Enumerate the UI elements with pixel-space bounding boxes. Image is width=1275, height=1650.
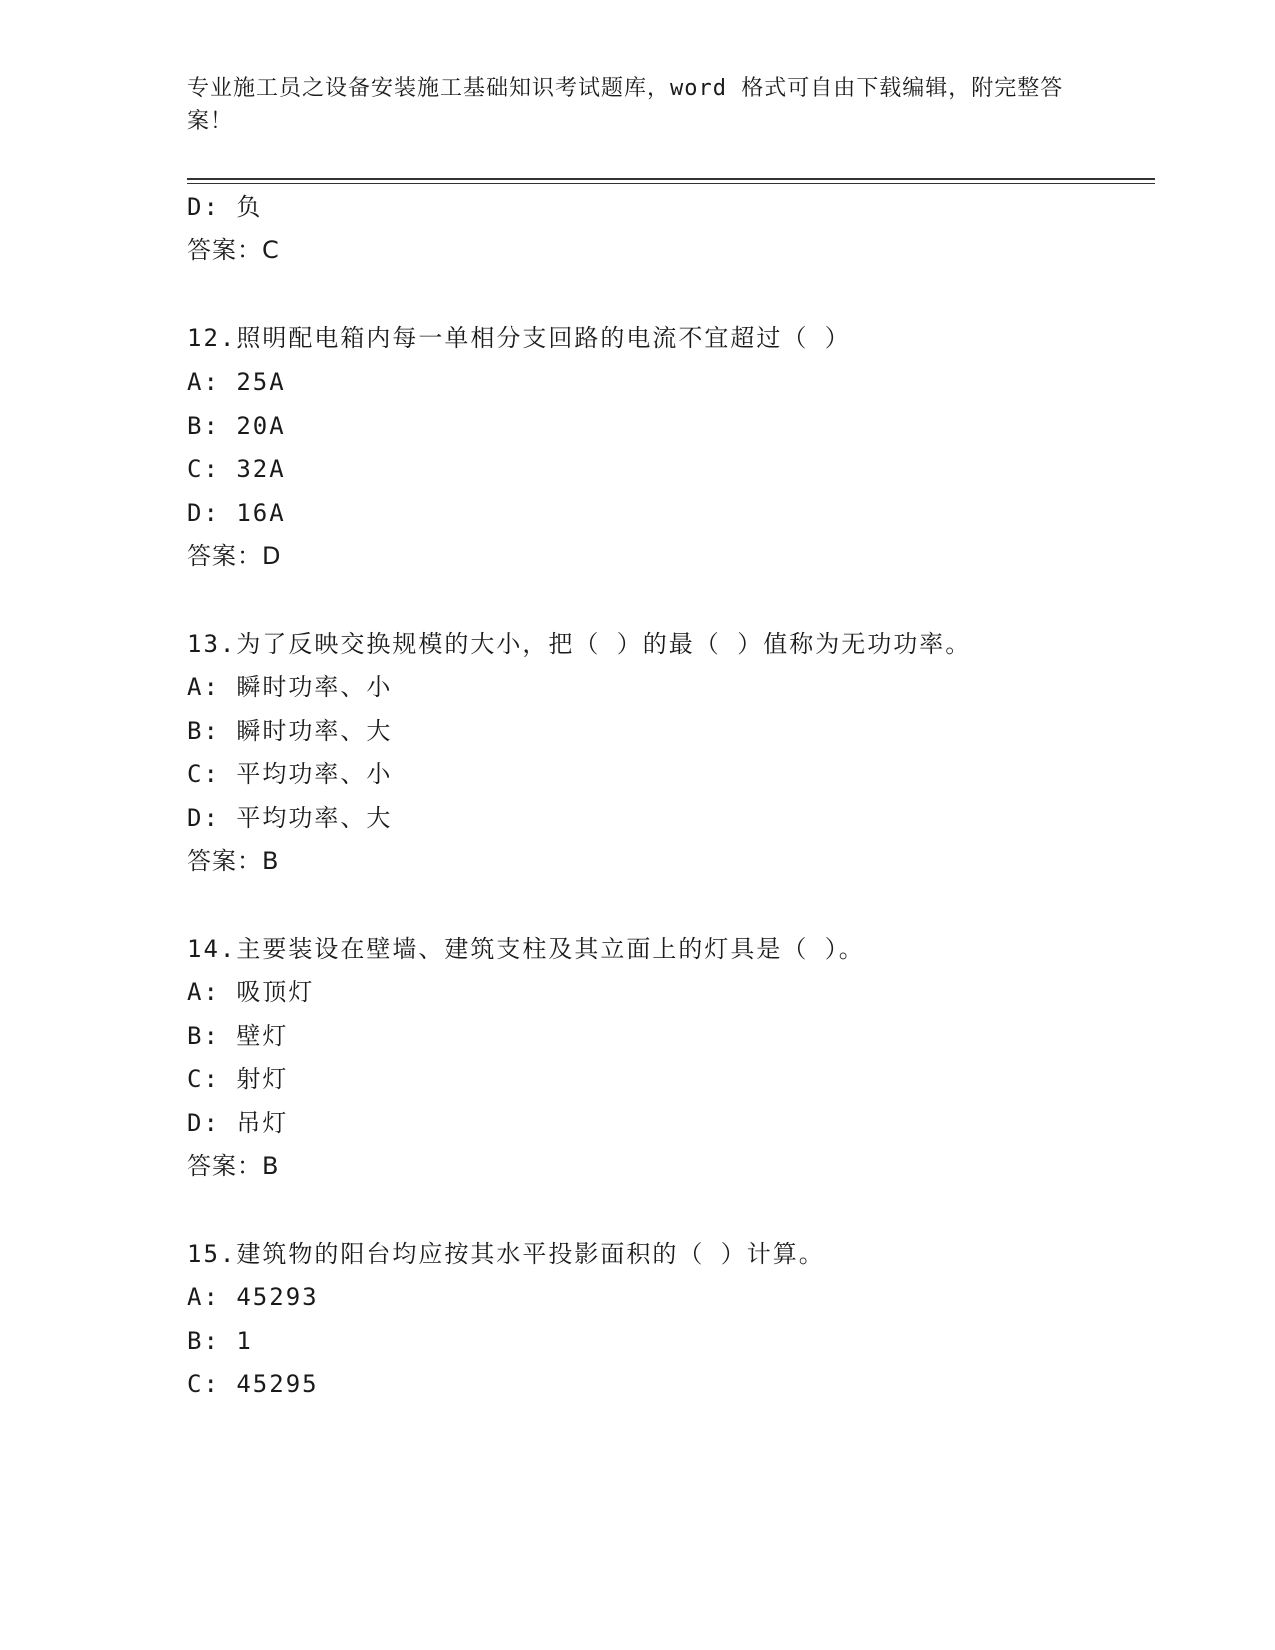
question-15-stem: 15.建筑物的阳台均应按其水平投影面积的（ ）计算。 xyxy=(187,1240,825,1268)
question-14-stem: 14.主要装设在壁墙、建筑支柱及其立面上的灯具是（ ）。 xyxy=(187,935,865,963)
question-15-option-c: C: 45295 xyxy=(187,1370,319,1398)
question-14-answer: 答案：B xyxy=(187,1152,280,1180)
question-12-option-b: B: 20A xyxy=(187,412,286,440)
question-12-option-a: A: 25A xyxy=(187,368,286,396)
question-14-option-d: D: 吊灯 xyxy=(187,1109,289,1137)
header-divider-thin xyxy=(187,183,1155,184)
question-14-option-a: A: 吸顶灯 xyxy=(187,978,315,1006)
question-12-stem: 12.照明配电箱内每一单相分支回路的电流不宜超过（ ） xyxy=(187,324,851,352)
question-13-stem: 13.为了反映交换规模的大小，把（ ）的最（ ）值称为无功功率。 xyxy=(187,630,972,658)
question-14-option-c: C: 射灯 xyxy=(187,1065,289,1093)
question-15-option-a: A: 45293 xyxy=(187,1283,319,1311)
question-13-answer: 答案：B xyxy=(187,847,280,875)
question-12-option-d: D: 16A xyxy=(187,499,286,527)
question-13-option-b: B: 瞬时功率、大 xyxy=(187,717,393,745)
question-13-option-a: A: 瞬时功率、小 xyxy=(187,673,393,701)
answer-line: 答案：C xyxy=(187,236,280,264)
document-header: 专业施工员之设备安装施工基础知识考试题库，word 格式可自由下载编辑，附完整答案！ xyxy=(187,76,1064,134)
question-13-option-d: D: 平均功率、大 xyxy=(187,804,393,832)
question-12-option-c: C: 32A xyxy=(187,455,286,483)
question-14-option-b: B: 壁灯 xyxy=(187,1022,289,1050)
question-15-option-b: B: 1 xyxy=(187,1327,253,1355)
question-13-option-c: C: 平均功率、小 xyxy=(187,760,393,788)
option-d: D: 负 xyxy=(187,193,263,221)
question-12-answer: 答案：D xyxy=(187,542,282,570)
header-divider-thick xyxy=(187,178,1155,180)
